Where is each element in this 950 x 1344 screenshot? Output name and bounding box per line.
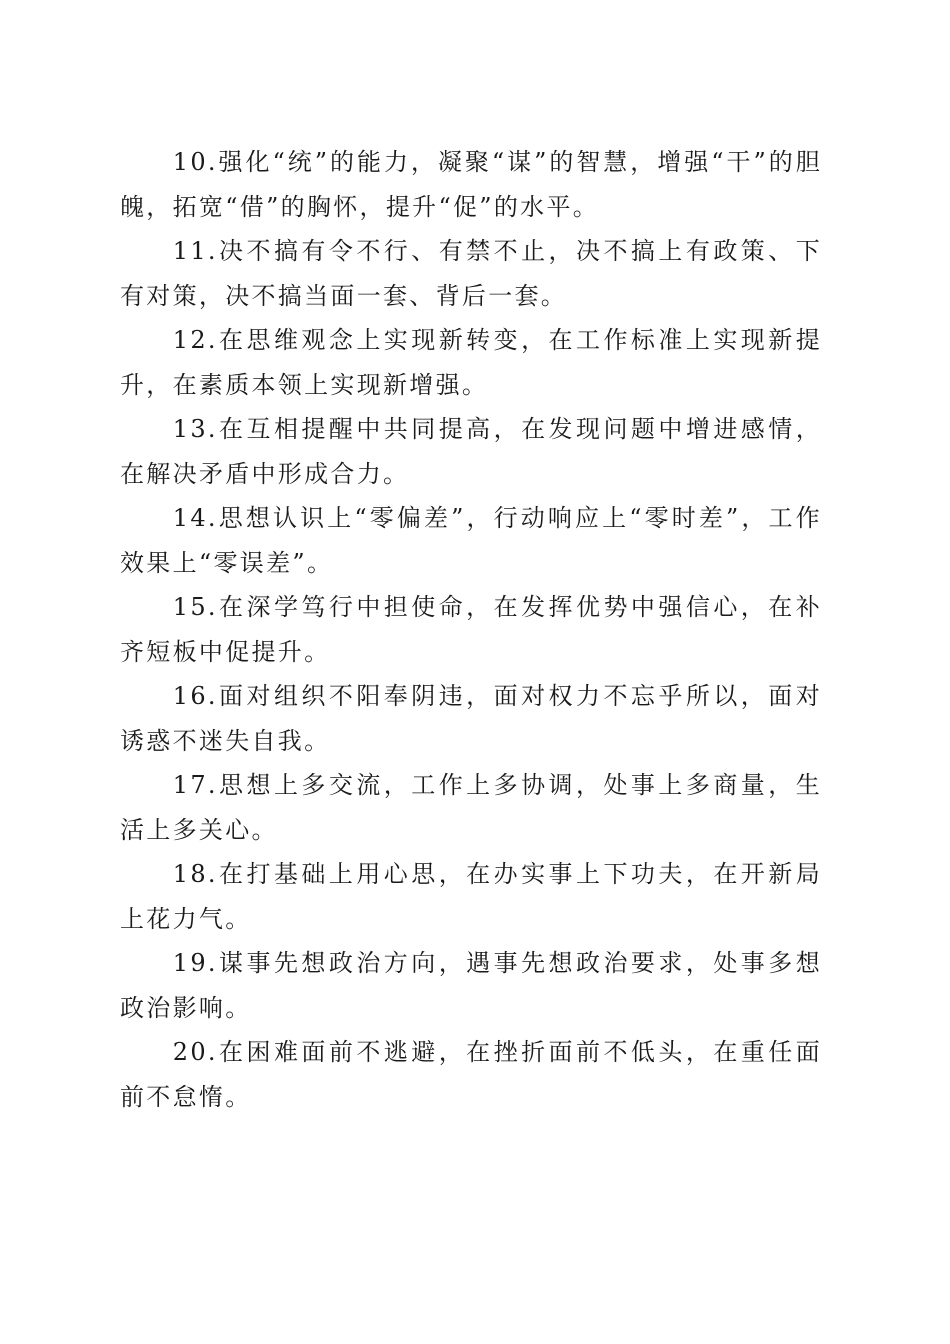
paragraph-15: 15.在深学笃行中担使命，在发挥优势中强信心，在补齐短板中促提升。 (120, 593, 822, 666)
paragraph-12: 12.在思维观念上实现新转变，在工作标准上实现新提升，在素质本领上实现新增强。 (120, 326, 822, 399)
paragraph-10: 10.强化“统”的能力，凝聚“谋”的智慧，增强“干”的胆魄，拓宽“借”的胸怀，提升“促”的水平。 (120, 148, 822, 221)
paragraph-13: 13.在互相提醒中共同提高，在发现问题中增进感情，在解决矛盾中形成合力。 (120, 415, 822, 488)
paragraph-11: 11.决不搞有令不行、有禁不止，决不搞上有政策、下有对策，决不搞当面一套、背后一套。 (120, 237, 822, 310)
paragraph-14: 14.思想认识上“零偏差”，行动响应上“零时差”，工作效果上“零误差”。 (120, 504, 822, 577)
paragraph-18: 18.在打基础上用心思，在办实事上下功夫，在开新局上花力气。 (120, 860, 822, 933)
paragraph-20: 20.在困难面前不逃避，在挫折面前不低头，在重任面前不怠惰。 (120, 1038, 822, 1111)
document-body (120, 140, 822, 1119)
paragraph-17: 17.思想上多交流，工作上多协调，处事上多商量，生活上多关心。 (120, 771, 822, 844)
paragraph-16: 16.面对组织不阳奉阴违，面对权力不忘乎所以，面对诱惑不迷失自我。 (120, 682, 822, 755)
paragraph-19: 19.谋事先想政治方向，遇事先想政治要求，处事多想政治影响。 (120, 949, 822, 1022)
